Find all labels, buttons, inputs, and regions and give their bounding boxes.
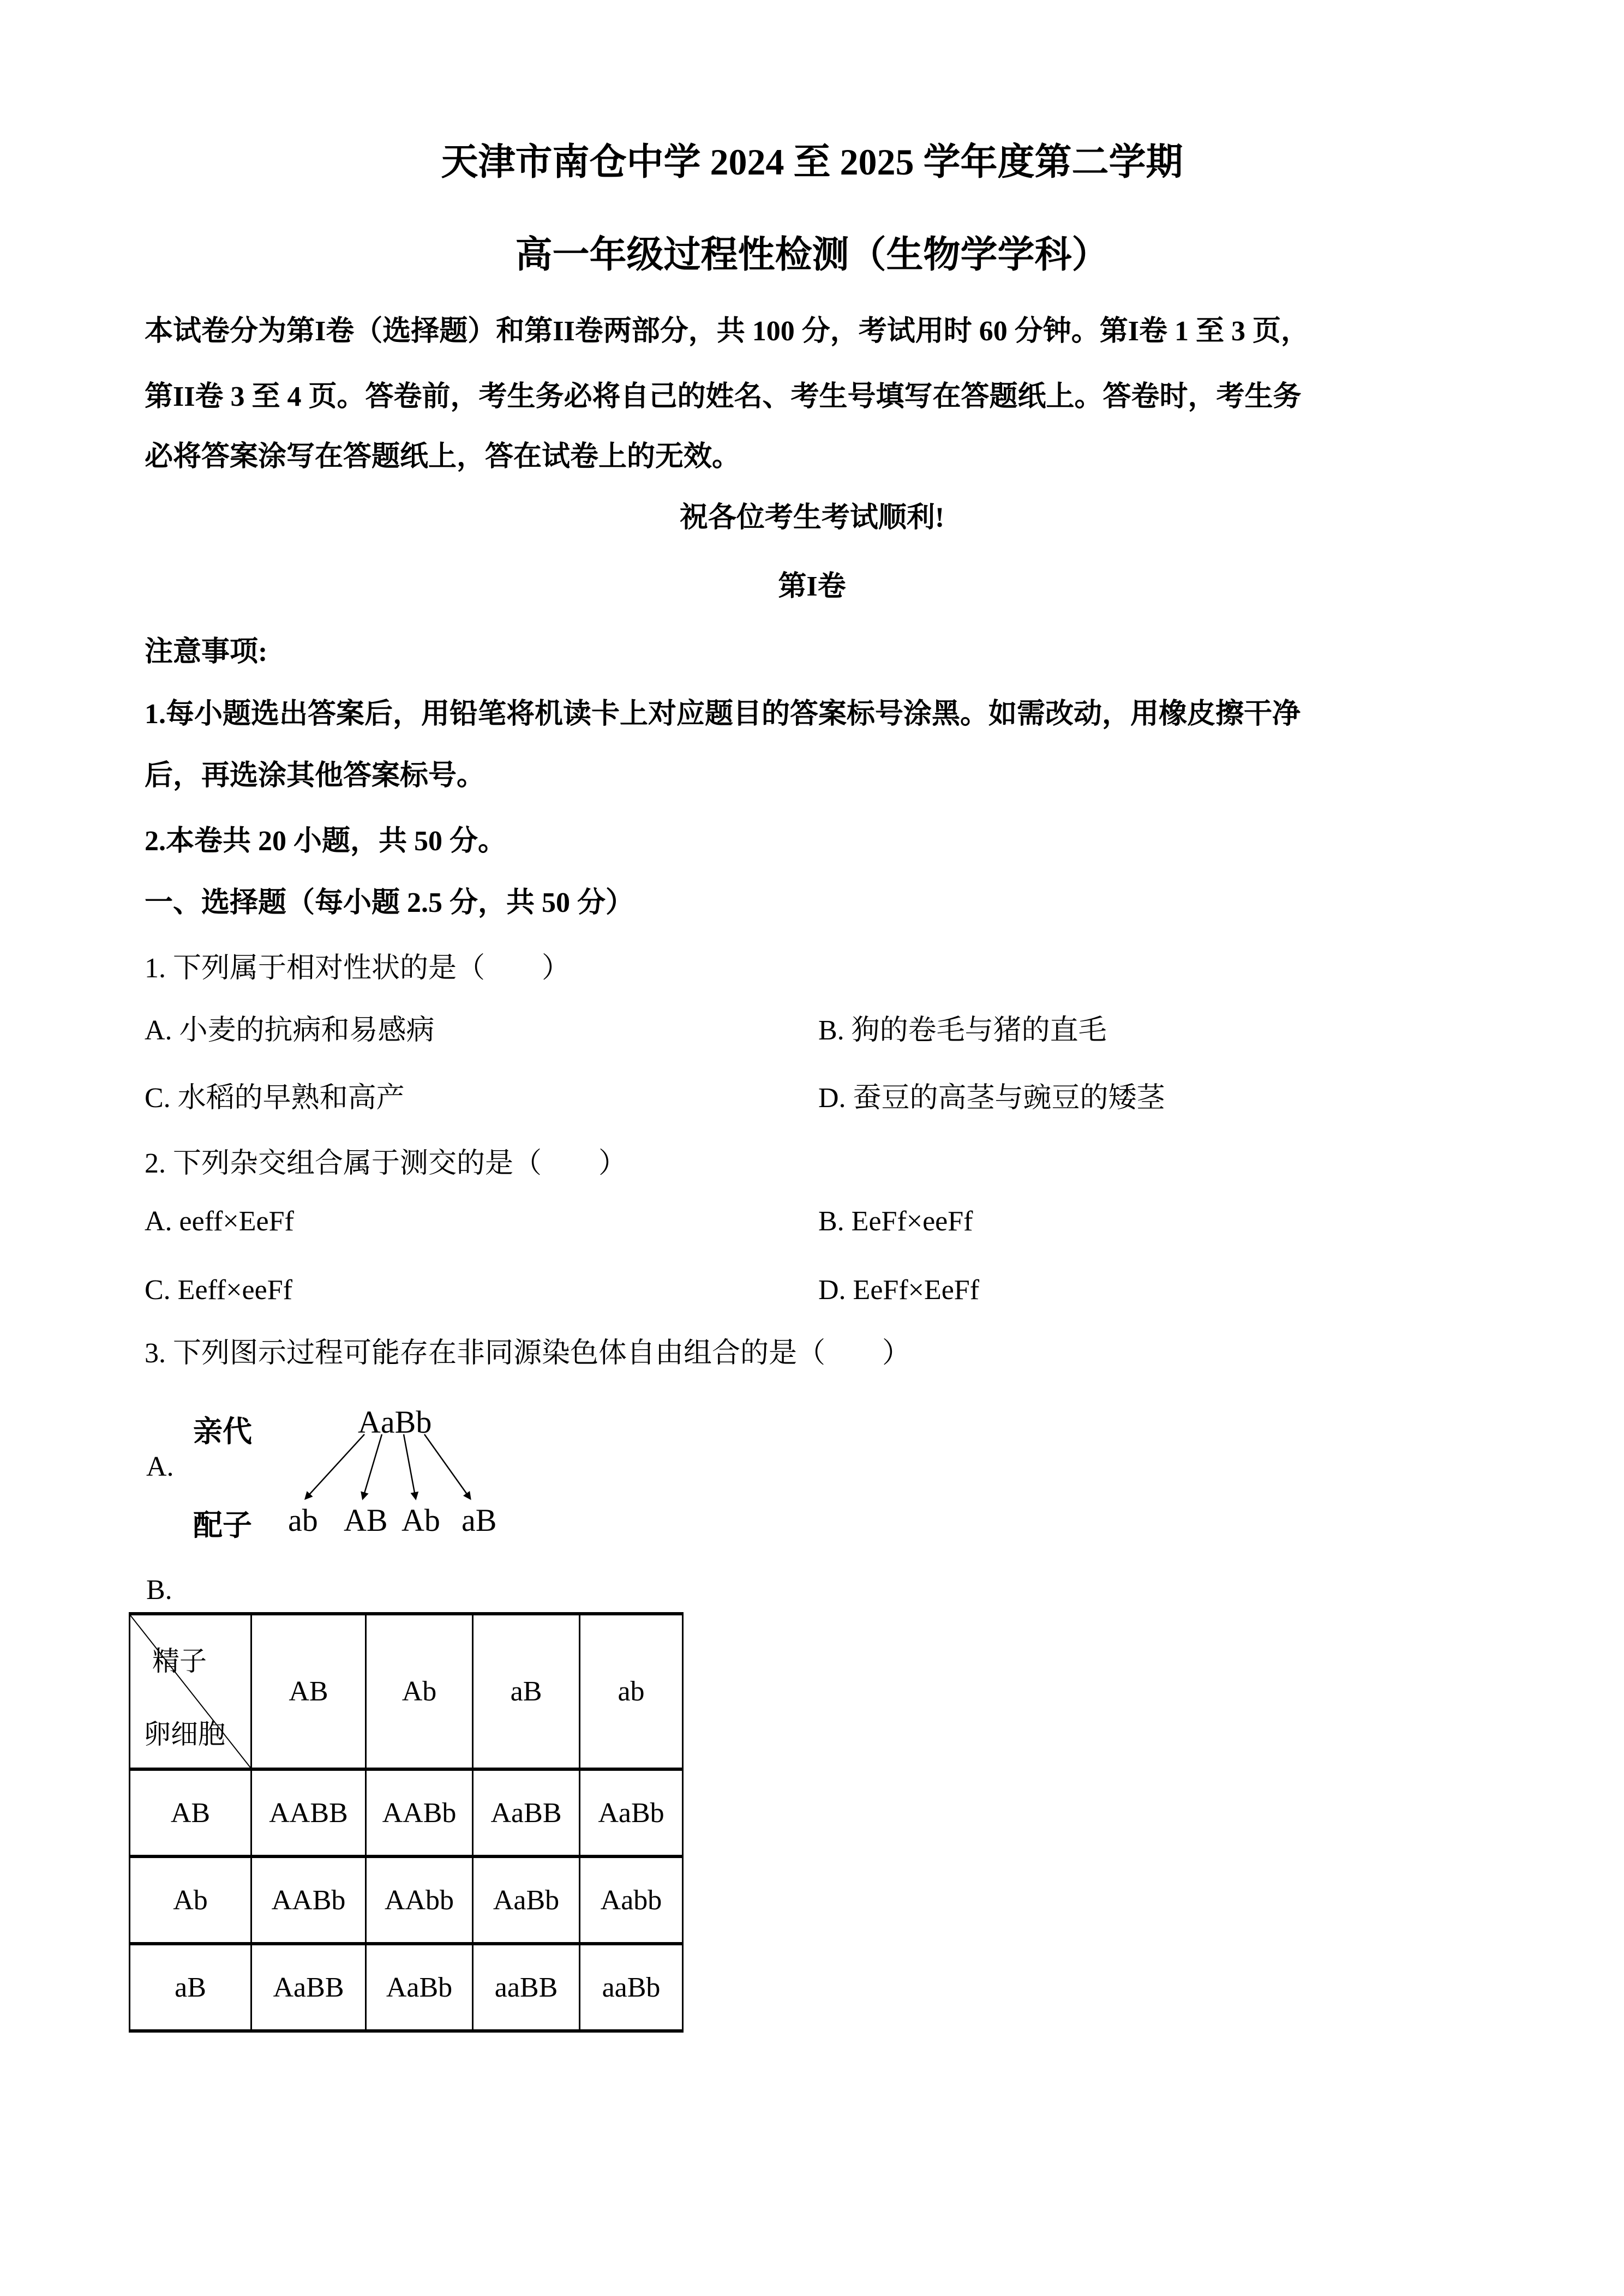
- q2-option-c: C. Eeff×eeFf: [145, 1275, 292, 1306]
- notice-heading: 注意事项:: [145, 636, 268, 668]
- punnett-cell: AaBB: [473, 1769, 580, 1856]
- gamete-Ab: Ab: [401, 1502, 440, 1538]
- q1-stem: 1. 下列属于相对性状的是（ ）: [145, 953, 571, 984]
- gamete-ab: ab: [288, 1502, 318, 1538]
- punnett-cell: AABB: [251, 1769, 366, 1856]
- q1-option-a: A. 小麦的抗病和易感病: [145, 1015, 435, 1046]
- parent-label: 亲代: [193, 1415, 252, 1448]
- gamete-aB: aB: [462, 1502, 497, 1538]
- notice-line-1: 1.每小题选出答案后，用铅笔将机读卡上对应题目的答案标号涂黑。如需改动，用橡皮擦干净: [145, 699, 1301, 730]
- q3-option-a-diagram: [145, 1396, 526, 1543]
- punnett-col-header: aB: [473, 1614, 580, 1769]
- corner-label-sperm: 精子: [152, 1646, 207, 1676]
- punnett-cell: aaBB: [473, 1944, 580, 2031]
- arrow-to-ab: [305, 1434, 364, 1499]
- q1-option-d: D. 蚕豆的高茎与豌豆的矮茎: [818, 1083, 1165, 1114]
- punnett-cell: AaBb: [580, 1769, 683, 1856]
- notice-line-2: 后，再选涂其他答案标号。: [145, 760, 486, 791]
- punnett-cell: AaBb: [473, 1856, 580, 1944]
- arrow-to-aB: [424, 1434, 470, 1499]
- title-line-1: 天津市南仓中学 2024 至 2025 学年度第二学期: [441, 141, 1183, 183]
- punnett-row-AB: [130, 1769, 683, 1856]
- q1-option-b: B. 狗的卷毛与猪的直毛: [818, 1015, 1107, 1046]
- section-heading: 一、选择题（每小题 2.5 分，共 50 分）: [145, 887, 634, 918]
- punnett-col-header: AB: [251, 1614, 366, 1769]
- punnett-col-header: ab: [580, 1614, 683, 1769]
- notice-line-3: 2.本卷共 20 小题，共 50 分。: [145, 826, 507, 857]
- punnett-header-row: [130, 1614, 683, 1769]
- arrow-to-Ab: [404, 1434, 416, 1499]
- q3-stem: 3. 下列图示过程可能存在非同源染色体自由组合的是（ ）: [145, 1338, 911, 1369]
- wish-line: 祝各位考生考试顺利!: [679, 502, 945, 533]
- q2-stem: 2. 下列杂交组合属于测交的是（ ）: [145, 1148, 627, 1179]
- punnett-square-table: [129, 1612, 684, 2033]
- q1-option-c: C. 水稻的早熟和高产: [145, 1083, 405, 1114]
- intro-line-2: 第II卷 3 至 4 页。答卷前，考生务必将自己的姓名、考生号填写在答题纸上。答卷时，考生务: [145, 381, 1302, 412]
- parent-genotype: AaBb: [358, 1404, 432, 1440]
- option-a-label: A.: [146, 1451, 174, 1482]
- punnett-row-header: AB: [130, 1769, 251, 1856]
- punnett-cell: AABb: [366, 1769, 473, 1856]
- q2-option-b: B. EeFf×eeFf: [818, 1206, 973, 1237]
- punnett-cell: aaBb: [580, 1944, 683, 2031]
- corner-label-egg: 卵细胞: [143, 1719, 225, 1750]
- punnett-corner-cell: [130, 1614, 251, 1769]
- punnett-row-header: aB: [130, 1944, 251, 2031]
- punnett-row-aB: [130, 1944, 683, 2031]
- punnett-cell: AAbb: [366, 1856, 473, 1944]
- intro-line-1: 本试卷分为第I卷（选择题）和第II卷两部分，共 100 分，考试用时 60 分钟。第I卷 1 至 3 页，: [145, 316, 1309, 347]
- intro-line-3: 必将答案涂写在答题纸上，答在试卷上的无效。: [145, 441, 741, 472]
- gamete-AB: AB: [344, 1502, 388, 1538]
- arrow-to-AB: [363, 1434, 382, 1499]
- part-heading: 第I卷: [778, 571, 846, 602]
- gamete-label: 配子: [193, 1509, 252, 1542]
- q2-option-d: D. EeFf×EeFf: [818, 1275, 980, 1306]
- punnett-cell: Aabb: [580, 1856, 683, 1944]
- punnett-row-header: Ab: [130, 1856, 251, 1944]
- punnett-cell: AaBB: [251, 1944, 366, 2031]
- option-b-label: B.: [146, 1574, 172, 1606]
- punnett-col-header: Ab: [366, 1614, 473, 1769]
- punnett-cell: AABb: [251, 1856, 366, 1944]
- punnett-row-Ab: [130, 1856, 683, 1944]
- q2-option-a: A. eeff×EeFf: [145, 1206, 294, 1237]
- title-line-2: 高一年级过程性检测（生物学学科）: [515, 234, 1109, 275]
- punnett-cell: AaBb: [366, 1944, 473, 2031]
